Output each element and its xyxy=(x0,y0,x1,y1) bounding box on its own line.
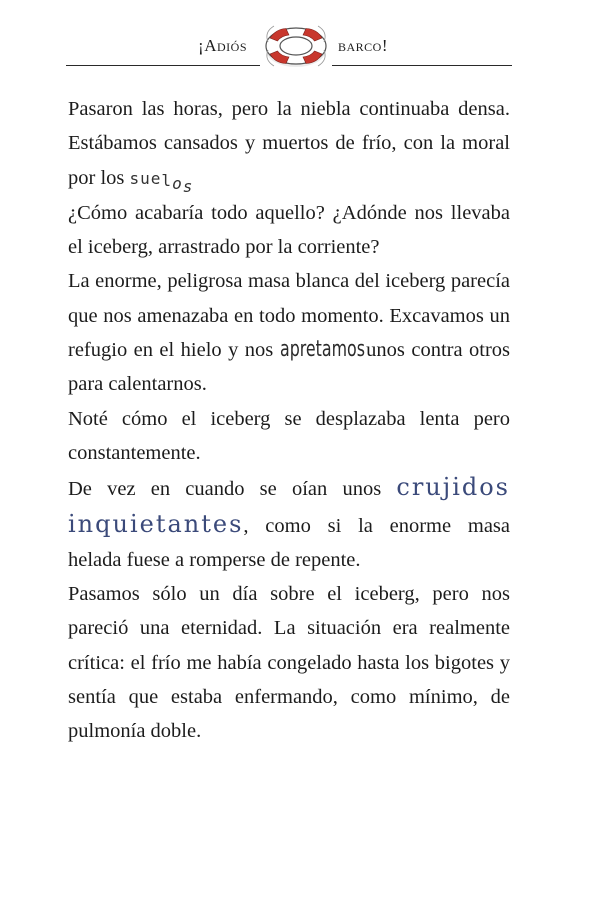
paragraph-5 xyxy=(68,470,510,577)
header-rule-right xyxy=(332,65,512,66)
paragraph-3-text-a: La enorme, peligrosa masa blanca del iceberg parecía que nos amenazaba en todo momento. Excavamos un refugio en el hielo y nos xyxy=(68,270,510,362)
paragraph-3 xyxy=(68,264,510,401)
header-title-right: barco! xyxy=(338,36,389,55)
word-apretamos: apretamos xyxy=(279,337,365,363)
paragraph-6: Pasamos sólo un día sobre el iceberg, pero nos pareció una eternidad. La situación era realmente crítica: el frío me había congelado hasta los bigotes y sentía que estaba enfermando, como mínimo, de pulmonía doble. xyxy=(68,583,510,743)
word-crujidos-inquietantes: crujidos inquietantes xyxy=(68,473,510,538)
paragraph-2: ¿Cómo acabaría todo aquello? ¿Adónde nos llevaba el iceberg, arrastrado por la corriente? xyxy=(68,201,510,259)
paragraph-1 xyxy=(68,92,510,196)
paragraph-4: Noté cómo el iceberg se desplazaba lenta pero constantemente. xyxy=(68,407,510,464)
header-rule-left xyxy=(66,65,260,66)
word-suelos: suelos xyxy=(129,168,194,196)
header-title-left: ¡Adiós xyxy=(198,36,247,55)
page-header xyxy=(0,0,600,80)
paragraph-5-text-a: De vez en cuando se oían unos xyxy=(68,478,397,501)
life-buoy-icon xyxy=(262,20,330,72)
body-text xyxy=(68,92,510,749)
paragraph-5-text-b: , como si la enorme masa helada fuese a romperse de repente. xyxy=(68,514,510,571)
paragraph-3-text-b: unos contra otros para calentarnos. xyxy=(68,339,511,396)
paragraph-1-text-a: Pasaron las horas, pero la niebla continuaba densa. Estábamos cansados y muertos de frío, con la moral por los xyxy=(68,98,510,189)
